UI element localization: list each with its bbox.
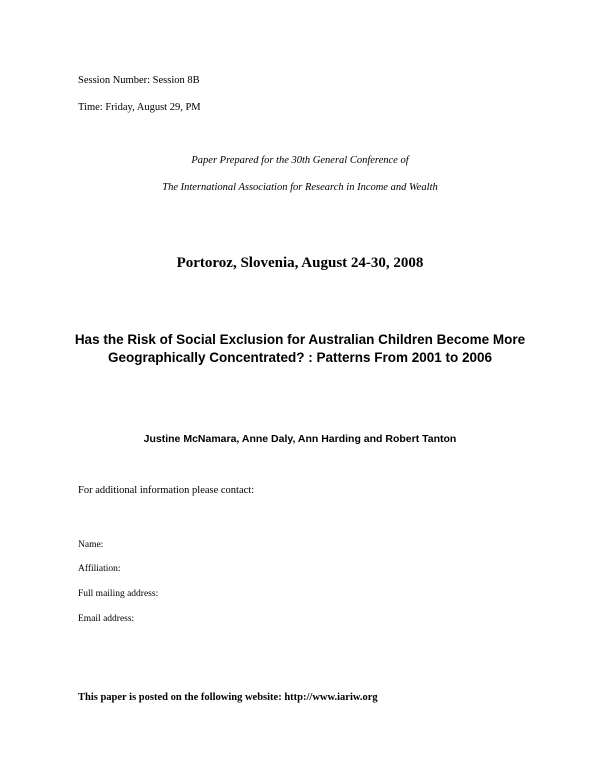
name-field-label: Name: xyxy=(78,540,104,550)
paper-authors: Justine McNamara, Anne Daly, Ann Harding and Robert Tanton xyxy=(143,433,457,445)
conference-line-2: The International Association for Research in Income and Wealth xyxy=(162,182,438,193)
conference-line-1: Paper Prepared for the 30th General Conference of xyxy=(191,155,409,166)
session-time: Time: Friday, August 29, PM xyxy=(78,102,201,113)
conference-venue: Portoroz, Slovenia, August 24-30, 2008 xyxy=(176,255,424,271)
affiliation-field-label: Affiliation: xyxy=(78,564,121,574)
contact-intro: For additional information please contact: xyxy=(78,485,255,496)
paper-title: Has the Risk of Social Exclusion for Australian Children Become More Geographically Concentrated? : Patterns From 2001 to 2006 xyxy=(74,332,526,365)
session-number: Session Number: Session 8B xyxy=(78,75,200,86)
website-notice: This paper is posted on the following website: http://www.iariw.org xyxy=(78,692,378,703)
email-field-label: Email address: xyxy=(78,614,135,624)
mailing-address-field-label: Full mailing address: xyxy=(78,589,159,599)
